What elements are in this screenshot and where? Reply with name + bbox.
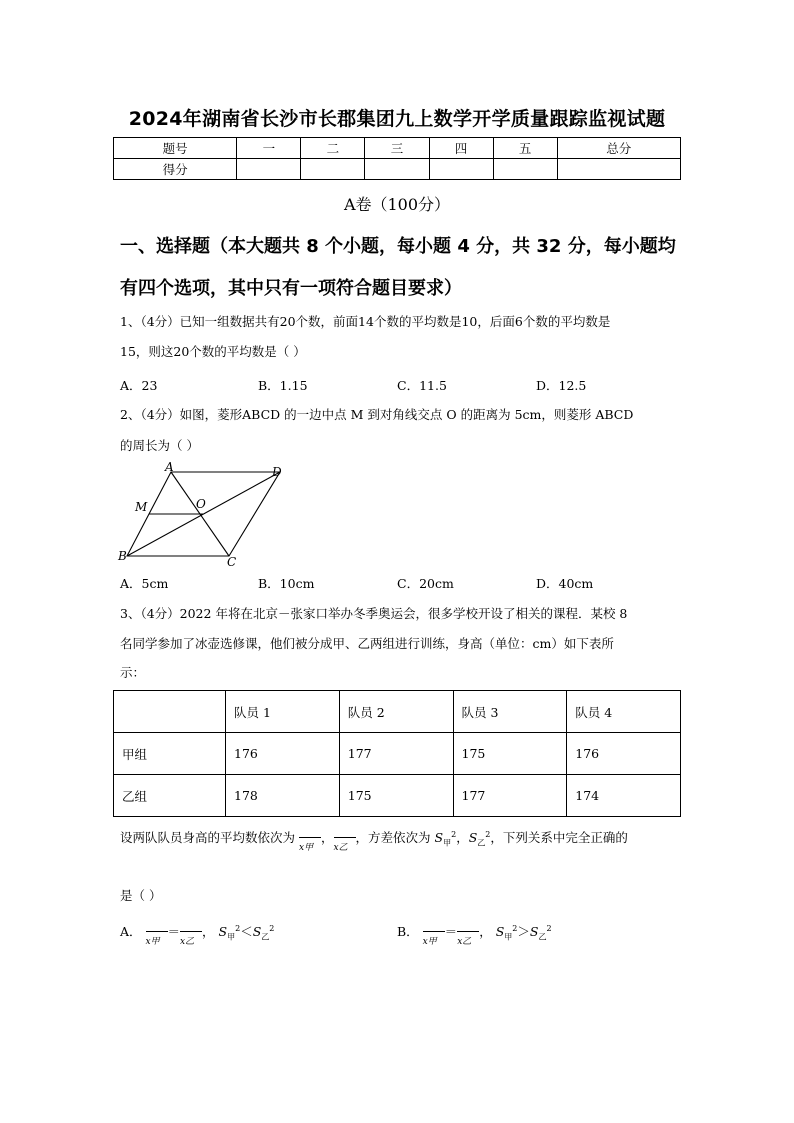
table-header-cell: 队员 3 [453,691,567,733]
score-empty-cell [237,159,301,180]
square: 2 [269,924,275,933]
xbar-jia [299,831,321,853]
s-letter: S [252,924,262,940]
q3-after-line1 [120,826,628,853]
s-letter: S [529,924,539,940]
s-letter: S [495,924,505,940]
x-sub: 乙 [185,936,195,947]
x-letter: x [422,936,428,947]
x-sub: 乙 [462,936,472,947]
q2-option-d: D．40cm [536,576,594,591]
q3-line1: 3、（4分）2022 年将在北京－张家口举办冬季奥运会，很多学校开设了相关的课程．某校 8 [120,606,628,621]
score-empty-cell [301,159,365,180]
table-cell: 175 [339,775,453,817]
table-header-cell: 队员 4 [567,691,681,733]
x-sub: 甲 [427,936,437,947]
option-label: B． [397,924,419,940]
q1-option-b: B．1.15 [258,378,308,393]
x-letter: x [457,936,463,947]
q3-line3: 示： [120,665,146,680]
score-header-cell: 总分 [557,138,680,159]
score-header-cell: 一 [237,138,301,159]
section1-line1: 一、选择题（本大题共 8 个小题，每小题 4 分，共 32 分，每小题均 [120,236,676,257]
q3-after-text-a: 设两队队员身高的平均数依次为 [120,830,296,846]
rhombus-figure [115,460,295,570]
square: 2 [546,924,552,933]
xbar-yi [180,925,202,947]
height-table [113,690,681,817]
score-empty-cell [365,159,429,180]
s-sub: 甲 [227,932,236,942]
equals: ＝ [444,924,458,940]
q2-line1: 2、（4分）如图，菱形ABCD 的一边中点 M 到对角线交点 O 的距离为 5cm，则菱形 ABCD [120,407,634,422]
score-header-cell: 题号 [114,138,237,159]
xbar-jia [145,925,168,947]
x-letter: x [333,842,339,853]
table-header-cell: 队员 1 [226,691,340,733]
s-letter: S [218,924,228,940]
label-b: B [118,549,127,563]
square: 2 [485,830,491,839]
q2-option-b: B．10cm [258,576,315,591]
table-row [114,733,681,775]
label-d: D [272,465,282,479]
table-cell: 176 [226,733,340,775]
comma: ， [202,924,215,940]
x-sub: 乙 [338,842,348,853]
q3-option-a [120,920,274,947]
equals: ＝ [167,924,181,940]
q2-option-c: C．20cm [397,576,454,591]
q1-line2: 15，则这20个数的平均数是（ ） [120,344,306,359]
table-row [114,138,681,159]
xbar-jia [422,925,445,947]
score-empty-cell [557,159,680,180]
table-cell: 甲组 [114,733,226,775]
table-cell: 175 [453,733,567,775]
table-cell: 174 [567,775,681,817]
relation: ＞ [517,924,530,940]
q3-after-line2: 是（ ） [120,888,162,903]
section-a-heading: A卷（100分） [343,195,451,214]
x-letter: x [180,936,186,947]
option-label: A． [120,924,142,940]
q1-option-a: A．23 [120,378,158,393]
q3-after-text-b: ，方差依次为 [355,830,431,846]
s-letter: S [468,830,478,846]
score-empty-cell [493,159,557,180]
s-sub: 甲 [443,838,452,848]
score-header-cell: 五 [493,138,557,159]
q1-option-c: C．11.5 [397,378,447,393]
x-sub: 甲 [150,936,160,947]
table-row [114,775,681,817]
table-cell: 177 [453,775,567,817]
label-m: M [135,500,148,514]
table-cell: 176 [567,733,681,775]
q3-after-text-c: ，下列关系中完全正确的 [490,830,628,846]
table-cell: 178 [226,775,340,817]
comma: ， [321,830,334,846]
s-sub: 乙 [261,932,270,942]
score-label-cell: 得分 [114,159,237,180]
comma: ， [479,924,492,940]
square: 2 [512,924,518,933]
score-empty-cell [429,159,493,180]
x-letter: x [299,842,305,853]
label-a: A [165,460,174,474]
table-header-cell [114,691,226,733]
xbar-yi [457,925,479,947]
square: 2 [235,924,241,933]
page-title: 2024年湖南省长沙市长郡集团九上数学开学质量跟踪监视试题 [128,108,666,130]
square: 2 [451,830,457,839]
q3-option-b [397,920,552,947]
table-row [114,159,681,180]
q1-line1: 1、（4分）已知一组数据共有20个数，前面14个数的平均数是10，后面6个数的平均数是 [120,314,611,329]
xbar-yi [333,831,356,853]
q2-option-a: A．5cm [120,576,169,591]
table-cell: 乙组 [114,775,226,817]
label-c: C [227,555,237,569]
x-letter: x [145,936,151,947]
comma: ， [456,830,469,846]
s-sub: 乙 [538,932,547,942]
score-header-cell: 三 [365,138,429,159]
s-letter: S [434,830,444,846]
q2-line2: 的周长为（ ） [120,438,199,453]
label-o: O [196,497,206,511]
table-cell: 177 [339,733,453,775]
score-header-cell: 二 [301,138,365,159]
q1-option-d: D．12.5 [536,378,587,393]
x-sub: 甲 [304,842,314,853]
score-header-cell: 四 [429,138,493,159]
s-sub: 乙 [477,838,486,848]
s-sub: 甲 [504,932,513,942]
table-row [114,691,681,733]
score-table [113,137,681,180]
relation: ＜ [240,924,253,940]
q3-line2: 名同学参加了冰壶选修课，他们被分成甲、乙两组进行训练，身高（单位：cm）如下表所 [120,636,614,651]
table-header-cell: 队员 2 [339,691,453,733]
section1-line2: 有四个选项，其中只有一项符合题目要求） [120,278,462,299]
